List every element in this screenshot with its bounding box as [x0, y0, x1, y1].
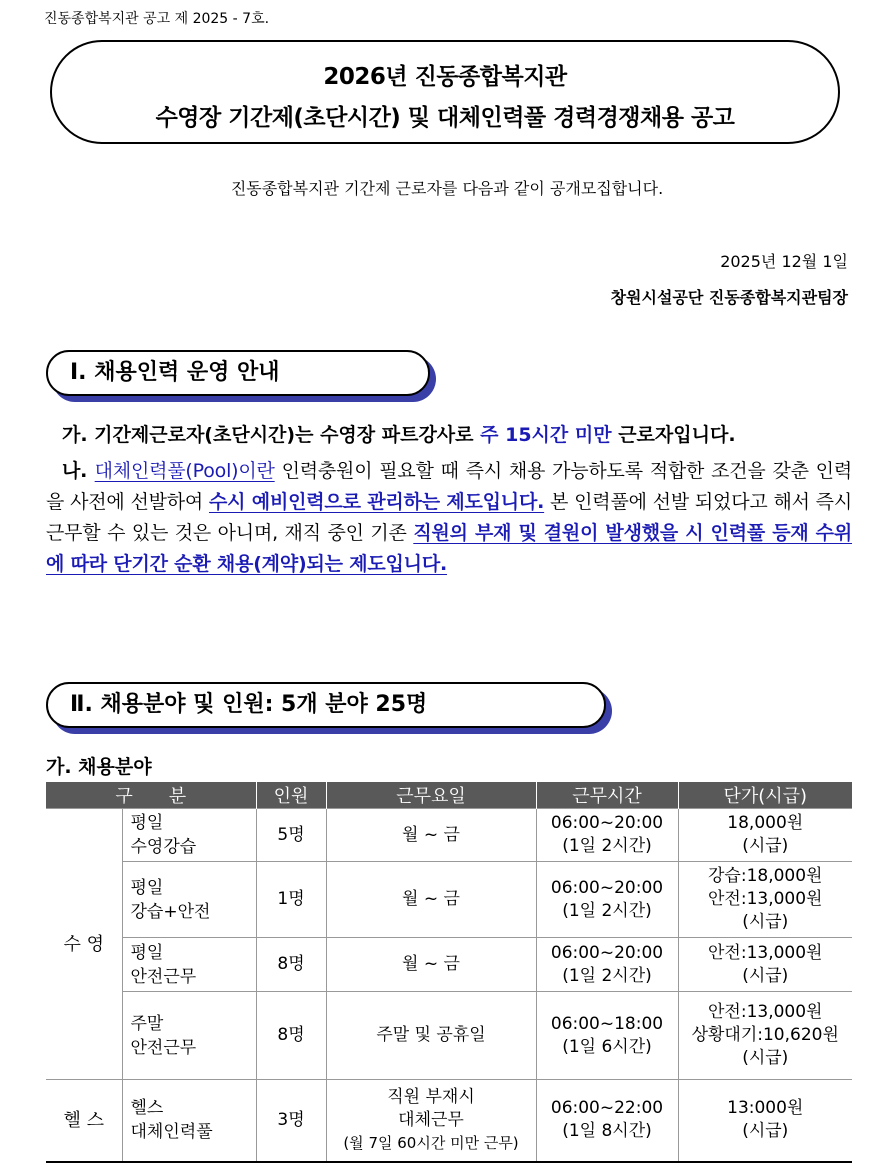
title-line-2: 수영장 기간제(초단시간) 및 대체인력풀 경력경쟁채용 공고	[155, 105, 735, 131]
row-count: 3명	[256, 1080, 326, 1162]
header-pay: 단가(시급)	[678, 782, 852, 809]
row-category: 헬스 대체인력풀	[122, 1080, 256, 1162]
row-pay: 18,000원 (시급)	[678, 809, 852, 862]
row-hours: 06:00~20:00 (1일 2시간)	[536, 862, 678, 938]
issuer: 창원시설공단 진동종합복지관팀장	[610, 288, 848, 307]
header-hours: 근무시간	[536, 782, 678, 809]
row-pay: 안전:13,000원 상황대기:10,620원 (시급)	[678, 992, 852, 1080]
row-days: 월 ~ 금	[326, 938, 536, 992]
row-days: 직원 부재시 대체근무 (월 7일 60시간 미만 근무)	[326, 1080, 536, 1162]
group-health: 헬 스	[46, 1080, 122, 1162]
section2-heading	[46, 682, 606, 728]
section1-title: Ⅰ. 채용인력 운영 안내	[46, 350, 430, 396]
row-count: 1명	[256, 862, 326, 938]
notice-number: 진동종합복지관 공고 제 2025 - 7호.	[44, 11, 270, 27]
row-hours: 06:00~18:00 (1일 6시간)	[536, 992, 678, 1080]
section2-title: Ⅱ. 채용분야 및 인원: 5개 분야 25명	[46, 682, 606, 728]
group-swim: 수 영	[46, 809, 122, 1080]
header-count: 인원	[256, 782, 326, 809]
header-days: 근무요일	[326, 782, 536, 809]
table-row	[46, 992, 852, 1080]
row-count: 8명	[256, 992, 326, 1080]
header-category: 구 분	[46, 782, 256, 809]
row-count: 5명	[256, 809, 326, 862]
table-row	[46, 862, 852, 938]
row-hours: 06:00~20:00 (1일 2시간)	[536, 809, 678, 862]
paragraph-na	[46, 456, 852, 580]
na-text-2: 본 인력풀에 선발 되었다고 해서 즉시 근무할 수 있는 것은 아니며, 재직 중인 기존	[46, 491, 852, 544]
sub-heading: 가. 채용분야	[46, 756, 152, 778]
row-pay: 안전:13,000원 (시급)	[678, 938, 852, 992]
title-box	[50, 40, 840, 144]
row-pay: 강습:18,000원 안전:13,000원 (시급)	[678, 862, 852, 938]
na-prefix: 나.	[62, 460, 95, 482]
row-category: 평일 수영강습	[122, 809, 256, 862]
notice-date: 2025년 12월 1일	[720, 252, 848, 271]
table-row	[46, 809, 852, 862]
table-row	[46, 1080, 852, 1162]
row-category: 평일 강습+안전	[122, 862, 256, 938]
paragraph-ga	[46, 420, 852, 451]
na-highlight-2: 수시 예비인력으로 관리하는 제도입니다.	[209, 491, 545, 513]
row-days: 월 ~ 금	[326, 862, 536, 938]
na-highlight-1: 대체인력풀(Pool)이란	[94, 460, 275, 482]
table-row	[46, 938, 852, 992]
row-days: 주말 및 공휴일	[326, 992, 536, 1080]
section1-heading	[46, 350, 430, 396]
recruitment-table	[46, 782, 852, 1163]
na-text-1: 인력충원이 필요할 때 즉시 채용 가능하도록 적합한 조건을 갖춘 인력을 사전에 선발하여	[46, 460, 852, 513]
row-category: 주말 안전근무	[122, 992, 256, 1080]
row-pay: 13:000원 (시급)	[678, 1080, 852, 1162]
na-highlight-3: 직원의 부재 및 결원이 발생했을 시 인력풀 등재 수위에 따라 단기간 순환 채용(계약)되는 제도입니다.	[46, 522, 852, 575]
intro-text: 진동종합복지관 기간제 근로자를 다음과 같이 공개모집합니다.	[230, 179, 664, 198]
row-count: 8명	[256, 938, 326, 992]
title-line-1: 2026년 진동종합복지관	[323, 64, 567, 90]
row-hours: 06:00~20:00 (1일 2시간)	[536, 938, 678, 992]
table-header-row	[46, 782, 852, 809]
ga-suffix: 근로자입니다.	[611, 424, 736, 446]
ga-prefix: 가. 기간제근로자(초단시간)는 수영장 파트강사로	[62, 424, 481, 446]
ga-highlight: 주 15시간 미만	[480, 424, 612, 446]
row-hours: 06:00~22:00 (1일 8시간)	[536, 1080, 678, 1162]
row-category: 평일 안전근무	[122, 938, 256, 992]
row-days: 월 ~ 금	[326, 809, 536, 862]
